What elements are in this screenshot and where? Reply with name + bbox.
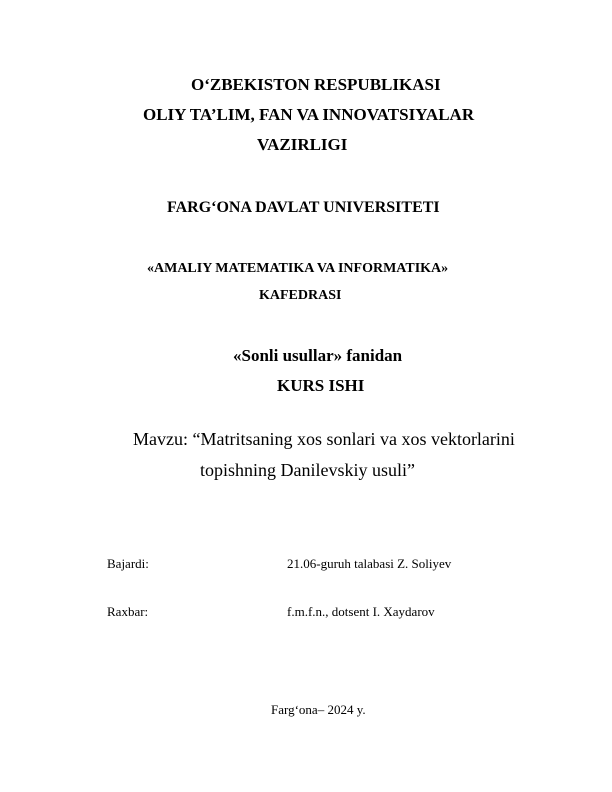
subject-line: «Sonli usullar» fanidan — [233, 346, 403, 365]
university-name: FARG‘ONA DAVLAT UNIVERSITETI — [167, 199, 440, 216]
supervisor-value: f.m.f.n., dotsent I. Xaydarov — [287, 604, 435, 619]
topic-line-1: Mavzu: “Matritsaning xos sonlari va xos vektorlarini — [133, 429, 515, 449]
ministry-line-1: O‘ZBEKISTON RESPUBLIKASI — [191, 75, 441, 94]
performed-by-label: Bajardi: — [107, 556, 149, 571]
topic-line-2: topishning Danilevskiy usuli” — [200, 460, 415, 480]
footer-place-year: Farg‘ona– 2024 y. — [271, 702, 366, 717]
performed-by-value: 21.06-guruh talabasi Z. Soliyev — [287, 556, 452, 571]
ministry-line-3: VAZIRLIGI — [257, 135, 348, 154]
department-line-2: KAFEDRASI — [259, 288, 342, 303]
work-type: KURS ISHI — [277, 376, 365, 395]
ministry-line-2: OLIY TA’LIM, FAN VA INNOVATSIYALAR — [143, 105, 475, 124]
supervisor-label: Raxbar: — [107, 604, 149, 619]
department-line-1: «AMALIY MATEMATIKA VA INFORMATIKA» — [147, 261, 449, 276]
